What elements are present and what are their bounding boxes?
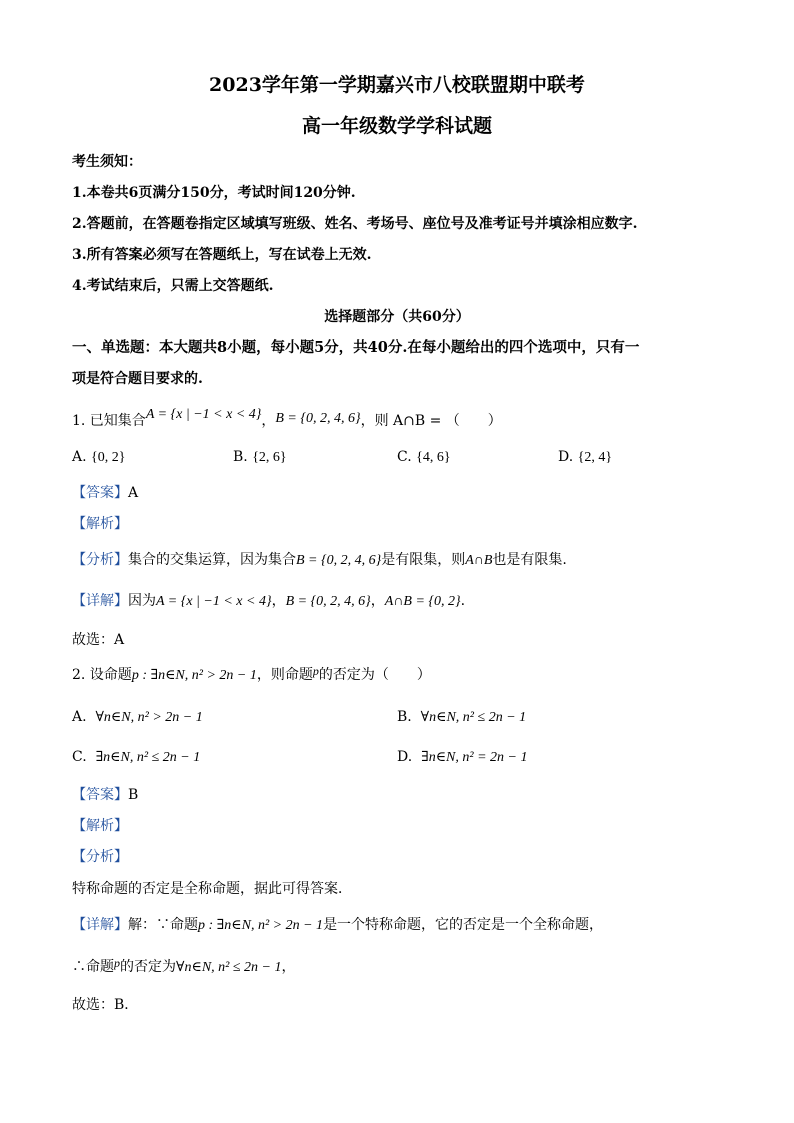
q1-set-a: A = {x | −1 < x < 4}	[145, 407, 262, 422]
q1-ask: ，则 A∩B = （ ）	[360, 413, 502, 429]
q1-detail: 【详解】因为A = {x | −1 < x < 4}，B = {0, 2, 4, 6}，A∩B = {0, 2}.	[72, 593, 466, 609]
notice-item-2: 2.答题前，在答题卷指定区域填写班级、姓名、考场号、座位号及准考证号并填涂相应数字.	[72, 216, 638, 232]
section-title: 选择题部分（共60分）	[324, 309, 470, 325]
q1-comma: ，	[261, 413, 276, 429]
q1-option-a: A. {0, 2}	[72, 449, 126, 465]
q1-conclusion: 故选：A	[72, 632, 125, 648]
q1-stem	[72, 407, 502, 431]
exam-title: 2023学年第一学期嘉兴市八校联盟期中联考	[209, 74, 585, 96]
notice-heading: 考生须知：	[72, 154, 142, 170]
q2-option-d: D. ∃n∈N, n² = 2n − 1	[397, 749, 528, 765]
q2-detail: 【详解】解：∵命题p : ∃n∈N, n² > 2n − 1是一个特称命题，它的否定是一个全称命题，	[72, 917, 604, 933]
q1-option-c: C. {4, 6}	[397, 449, 451, 465]
q2-option-b: B. ∀n∈N, n² ≤ 2n − 1	[397, 709, 527, 725]
q2-stem: 2. 设命题p : ∃n∈N, n² > 2n − 1，则命题p的否定为（ ）	[72, 664, 431, 683]
q2-option-a: A. ∀n∈N, n² > 2n − 1	[72, 709, 203, 725]
q2-analysis-label: 【解析】	[72, 818, 128, 834]
q2-option-c: C. ∃n∈N, n² ≤ 2n − 1	[72, 749, 201, 765]
q1-answer: 【答案】A	[72, 485, 139, 501]
notice-item-3: 3.所有答案必须写在答题纸上，写在试卷上无效.	[72, 247, 372, 263]
q1-option-b: B. {2, 6}	[233, 449, 287, 465]
q2-conclusion: 故选：B．	[72, 997, 139, 1013]
notice-item-1: 1.本卷共6页满分150分，考试时间120分钟.	[72, 185, 356, 201]
q2-negation: ∴命题p的否定为∀n∈N, n² ≤ 2n − 1，	[72, 956, 296, 975]
part1-instruction-line1: 一、单选题：本大题共8小题，每小题5分，共40分.在每小题给出的四个选项中，只有一	[72, 339, 640, 356]
q2-answer: 【答案】B	[72, 787, 139, 803]
q1-prefix: 1. 已知集合	[72, 413, 146, 429]
q2-fenxi-label: 【分析】	[72, 849, 128, 865]
notice-item-4: 4.考试结束后，只需上交答题纸.	[72, 278, 274, 294]
exam-subtitle: 高一年级数学学科试题	[301, 115, 492, 137]
q1-fenxi: 【分析】集合的交集运算，因为集合B = {0, 2, 4, 6}是有限集，则A∩B也是有限集.	[72, 552, 567, 568]
q1-option-d: D. {2, 4}	[558, 449, 613, 465]
part1-instruction-line2: 项是符合题目要求的.	[72, 371, 203, 387]
q1-analysis-label: 【解析】	[72, 516, 128, 532]
q2-fenxi-text: 特称命题的否定是全称命题，据此可得答案．	[72, 881, 352, 897]
q1-set-b: B = {0, 2, 4, 6}	[275, 411, 361, 426]
